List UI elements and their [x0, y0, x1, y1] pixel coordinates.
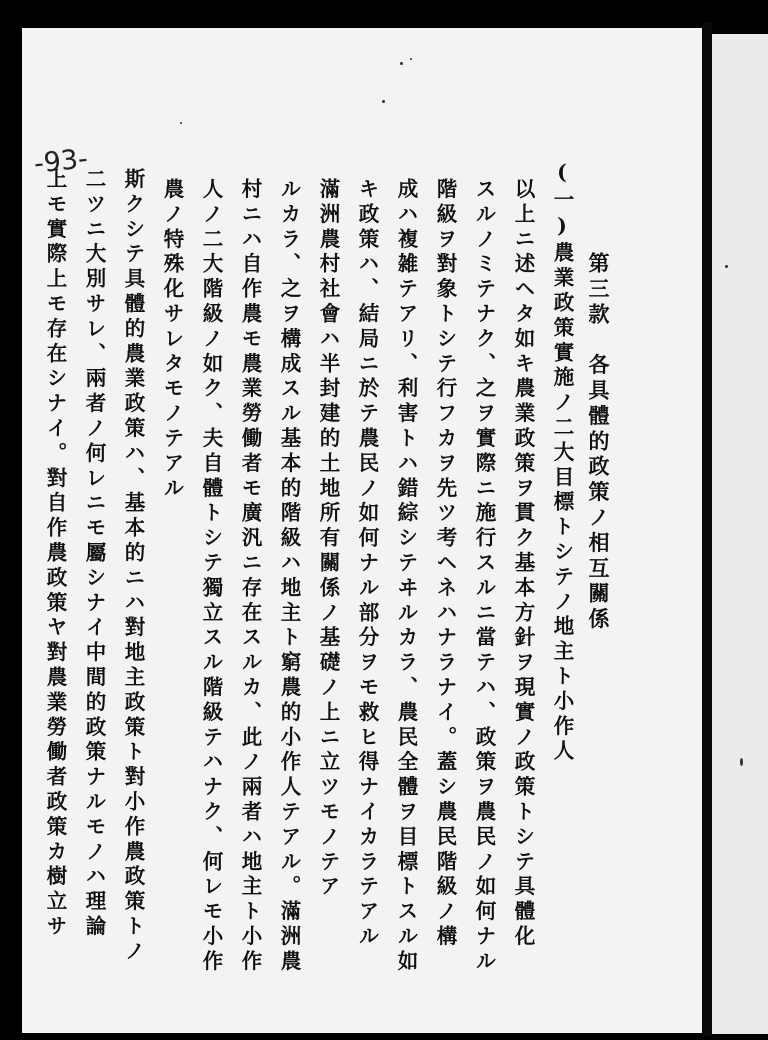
scan-speck [382, 100, 385, 103]
adjacent-page-strip [712, 34, 768, 1034]
page-edge-shadow [703, 22, 712, 1036]
scan-speck [725, 265, 728, 268]
scan-speck [180, 122, 182, 124]
text-column: キ政策ハ、結局ニ於テ農民ノ如何ナル部分ヲモ救ヒ得ナイカラテアル [355, 178, 379, 950]
scan-speck [400, 62, 403, 65]
text-column: 二ツニ大別サレ、兩者ノ何レニモ屬シナイ中間的政策ナルモノハ理論 [82, 168, 106, 940]
text-column: 成ハ複雑テアリ、利害トハ錯綜シテヰルカラ、農民全體ヲ目標トスル如 [394, 178, 418, 975]
page-number: -93- [32, 143, 90, 180]
text-column: ルカラ、之ヲ構成スル基本的階級ハ地主ト窮農的小作人テアル。滿洲農 [277, 178, 301, 975]
scan-speck [410, 58, 412, 60]
text-column: (一)農業政策實施ノ二大目標トシテノ地主ト小作人 [550, 160, 574, 765]
text-column: スルノミテナク、之ヲ實際ニ施行スルニ當テハ、政策ヲ農民ノ如何ナル [472, 178, 496, 975]
text-column: 農ノ特殊化サレタモノテアル [160, 178, 184, 502]
text-column: 上モ實際上モ存在シナイ。對自作農政策ヤ對農業勞働者政策カ樹立サ [43, 168, 67, 940]
scan-speck [740, 758, 743, 766]
text-column: 階級ヲ對象トシテ行フカヲ先ツ考ヘネハナラナイ。蓋シ農民階級ノ構 [433, 178, 457, 950]
text-column: 村ニハ自作農モ農業勞働者モ廣汎ニ存在スルカ、此ノ兩者ハ地主ト小作 [238, 178, 262, 975]
section-heading: 第三款 各具體的政策ノ相互關係 [586, 252, 611, 633]
text-column: 人ノ二大階級ノ如ク、夫自體トシテ獨立スル階級テハナク、何レモ小作 [199, 178, 223, 975]
text-column: 斯クシテ具體的農業政策ハ、基本的ニハ對地主政策ト對小作農政策トノ [121, 168, 145, 965]
text-column: 滿洲農村社會ハ半封建的土地所有關係ノ基礎ノ上ニ立ツモノテア [316, 178, 340, 901]
text-column: 以上ニ述ヘタ如キ農業政策ヲ貫ク基本方針ヲ現實ノ政策トシテ具體化 [511, 178, 535, 950]
